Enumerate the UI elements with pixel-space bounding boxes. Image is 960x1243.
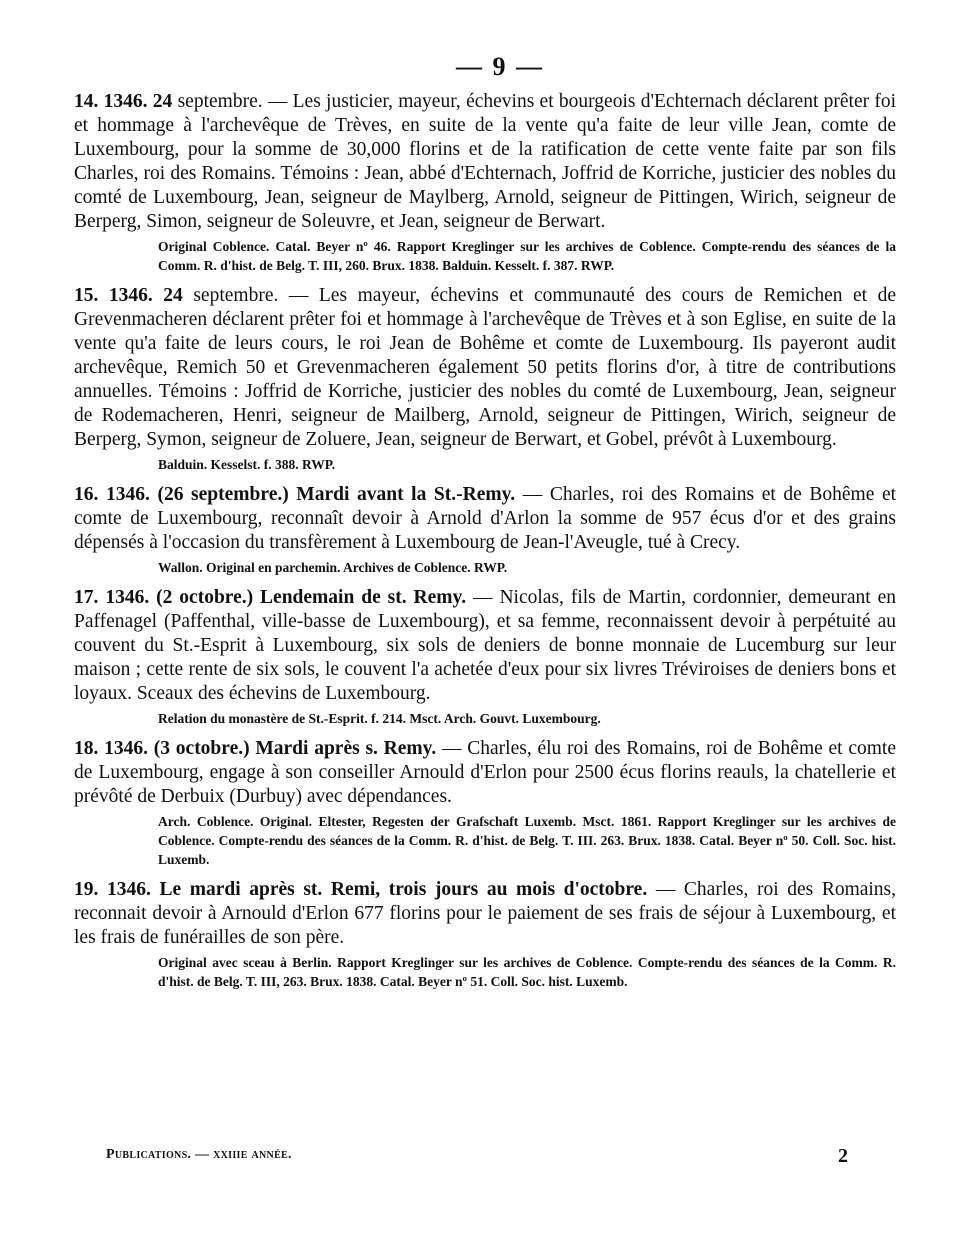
entry-source: Relation du monastère de St.-Esprit. f. 214. Msct. Arch. Gouvt. Luxembourg.: [158, 711, 601, 726]
entry-heading: (3 octobre.) Mardi après s. Remy.: [153, 738, 437, 759]
entry-number: 17.: [74, 587, 99, 608]
entry-source: Original avec sceau à Berlin. Rapport Kreglinger sur les archives de Coblence. Compte-rendu des séances de la Comm. R. d'hist. de Belg. T. III, 263. Brux. 1838. Catal. Beyer nº 51. Coll. Soc. hist. Luxemb.: [158, 955, 896, 989]
entry-heading: Le mardi après st. Remi, trois jours au mois d'octobre.: [159, 879, 648, 900]
entry-number: 18.: [74, 738, 99, 759]
entry-text: — Charles, roi des Romains et de Bohême et comte de Luxembourg, reconnaît devoir à Arnold d'Arlon la somme de 957 écus d'or et des grains dépensés à l'occasion du transfèrement à Luxembourg de Jean-l'Aveugle, tué à Crecy.: [74, 484, 897, 553]
entry-body: [74, 483, 896, 555]
regest-entry-18: [74, 737, 896, 869]
entry-source: Wallon. Original en parchemin. Archives de Coblence. RWP.: [158, 560, 508, 575]
entry-number: 14.: [74, 91, 99, 112]
entry-number: 19.: [74, 879, 99, 900]
publication-footer: Publications. — xxiiie année.: [106, 1147, 292, 1162]
entry-source: Original Coblence. Catal. Beyer nº 46. Rapport Kreglinger sur les archives de Coblence. Compte-rendu des séances de la Comm. R. d'hist. de Belg. T. III, 260. Brux. 1838. Balduin. Kesselt. f. 387. RWP.: [158, 239, 896, 273]
entry-text: — Charles, élu roi des Romains, roi de Bohême et comte de Luxembourg, engage à son conseiller Arnould d'Erlon pour 2500 écus florins reauls, la chatellerie et prévôté de Derbuix (Durbuy) avec dépendances.: [74, 738, 897, 807]
entry-date: 1346. 24: [103, 91, 173, 112]
entry-body: [74, 284, 896, 452]
signature-mark: 2: [838, 1145, 848, 1167]
entry-number: 15.: [74, 285, 99, 306]
entry-text: septembre. — Les mayeur, échevins et communauté des cours de Remichen et de Grevenmacheren déclarent prêter foi et hommage à l'archevêque de Trèves et à son Eglise, en suite de la vente qu'a faite de leurs cours, le roi Jean de Bohême et comte de Luxembourg. Ils payeront audit archevêque, Remich 50 et Grevenmacheren également 50 petits florins d'or, à titre de contributions annuelles. Témoins : Joffrid de Korriche, justicier des nobles du comté de Luxembourg, Jean, seigneur de Rodemacheren, Henri, seigneur de Mailberg, Arnold, seigneur de Pittingen, Wirich, seigneur de Berperg, Symon, seigneur de Zoluere, Jean, seigneur de Berwart, et Gobel, prévôt à Luxembourg.: [74, 285, 897, 450]
entry-body: [74, 737, 896, 809]
entry-text: — Charles, roi des Romains, reconnait devoir à Arnould d'Erlon 677 florins pour le paiement de ses frais de séjour à Luxembourg, et les frais de funérailles de son père.: [74, 879, 897, 948]
regest-entry-15: [74, 284, 896, 474]
entry-body: [74, 90, 896, 234]
entry-body: [74, 878, 896, 950]
entry-heading: (2 octobre.) Lendemain de st. Remy.: [156, 587, 467, 608]
entry-date: 1346.: [105, 587, 150, 608]
regest-entry-17: [74, 586, 896, 728]
entry-number: 16.: [74, 484, 99, 505]
page-number: — 9 —: [456, 52, 544, 81]
entry-source: Arch. Coblence. Original. Eltester, Regesten der Grafschaft Luxemb. Msct. 1861. Rapport Kreglinger sur les archives de Coblence. Compte-rendu des séances de la Comm. R. d'hist. de Belg. T. III. 263. Brux. 1838. Catal. Beyer nº 50. Coll. Soc. hist. Luxemb.: [158, 814, 896, 867]
document-page: [74, 52, 896, 1000]
entry-text: septembre. — Les justicier, mayeur, échevins et bourgeois d'Echternach déclarent prêter foi et hommage à l'archevêque de Trèves, en suite de la vente qu'a faite de leur ville Jean, comte de Luxembourg, pour la somme de 30,000 florins et de la ratification de cette vente faite par son fils Charles, roi des Romains. Témoins : Jean, abbé d'Echternach, Joffrid de Korriche, justicier des nobles du comté de Luxembourg, Jean, seigneur de Maylberg, Arnold, seigneur de Pittingen, Wirich, seigneur de Berperg, Simon, seigneur de Soleuvre, et Jean, seigneur de Berwart.: [74, 91, 897, 232]
entry-body: [74, 586, 896, 706]
entry-source: Balduin. Kesselst. f. 388. RWP.: [158, 457, 336, 472]
entry-date: 1346.: [105, 484, 150, 505]
entry-date: 1346. 24: [108, 285, 183, 306]
regest-entry-19: [74, 878, 896, 991]
entry-heading: (26 septembre.) Mardi avant la St.-Remy.: [157, 484, 516, 505]
entry-date: 1346.: [104, 738, 149, 759]
page-footer: [106, 1145, 856, 1167]
entry-text: — Nicolas, fils de Martin, cordonnier, demeurant en Paffenagel (Paffenthal, ville-basse de Luxembourg), et sa femme, reconnaissent devoir à perpétuité au couvent du St.-Esprit à Luxembourg, six sols de deniers de bonne monnaie de Lucemburg sur leur maison ; cette rente de six sols, le couvent l'a achetée d'eux pour six livres Tréviroises de deniers bons et loyaux. Sceaux des échevins de Luxembourg.: [74, 587, 897, 704]
regest-entry-16: [74, 483, 896, 577]
entry-date: 1346.: [106, 879, 151, 900]
regest-entry-14: [74, 90, 896, 275]
